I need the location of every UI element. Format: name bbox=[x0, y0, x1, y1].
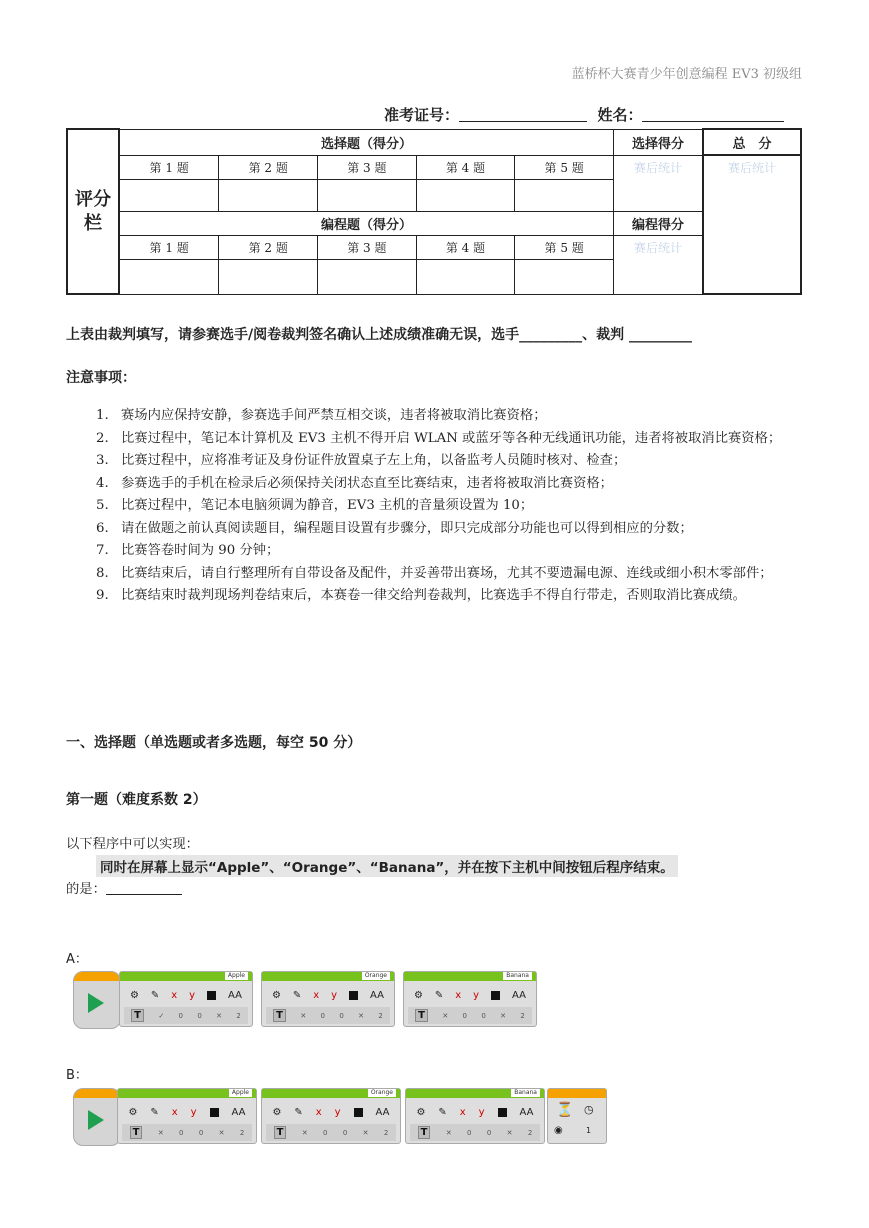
id-line bbox=[384, 104, 784, 125]
notes-title: 注意事项： bbox=[66, 370, 136, 386]
choice-score-placeholder: 赛后统计 bbox=[614, 155, 704, 211]
coding-header: 编程题（得分） bbox=[119, 211, 614, 235]
name-blank[interactable] bbox=[642, 107, 784, 122]
rule-item: 6. 请在做题之前认真阅读题目，编程题目设置有步骤分，即只完成部分功能也可以得到相应的分数； bbox=[96, 520, 693, 536]
choice-q5: 第 5 题 bbox=[515, 155, 614, 179]
coding-score-header: 编程得分 bbox=[614, 211, 704, 235]
coding-q2: 第 2 题 bbox=[219, 236, 318, 260]
answer-line: 的是： bbox=[66, 878, 182, 897]
choice-header: 选择题（得分） bbox=[119, 129, 614, 155]
answer-blank[interactable] bbox=[106, 882, 182, 895]
play-icon bbox=[88, 1110, 104, 1130]
coding-a3[interactable] bbox=[318, 260, 417, 294]
rule-item: 9. 比赛结束时裁判现场判卷结束后，本赛卷一律交给判卷裁判，比赛选手不得自行带走，否则取消比赛成绩。 bbox=[96, 588, 746, 603]
rules-list bbox=[66, 405, 806, 608]
name-label: 姓名： bbox=[597, 106, 643, 124]
rule-item: 5. 比赛过程中，笔记本电脑须调为静音，EV3 主机的音量须设置为 10； bbox=[96, 498, 534, 513]
choice-q3: 第 3 题 bbox=[318, 155, 417, 179]
hourglass-icon: ⏳ bbox=[556, 1102, 574, 1118]
display-block: Banana ⚙ ✎ x y AA T ✕ 0 0 ✕ 2 bbox=[405, 1088, 545, 1144]
display-block: Orange ⚙ ✎ x y AA T ✕ 0 0 ✕ 2 bbox=[261, 971, 395, 1027]
signature-line: 上表由裁判填写，请参赛选手/阅卷裁判签名确认上述成绩准确无误，选手_________、裁判 _________ bbox=[66, 327, 692, 343]
coding-q1: 第 1 题 bbox=[119, 236, 219, 260]
choice-q1: 第 1 题 bbox=[119, 155, 219, 179]
score-table bbox=[66, 128, 802, 295]
question-1-highlight: 同时在屏幕上显示“Apple”、“Orange”、“Banana”，并在按下主机中间按钮后程序结束。 bbox=[96, 855, 678, 877]
start-block bbox=[73, 1088, 121, 1146]
wait-block bbox=[547, 1088, 607, 1144]
section-1-title: 一、选择题（单选题或者多选题，每空 50 分） bbox=[66, 735, 362, 751]
choice-a4[interactable] bbox=[416, 179, 515, 211]
exam-number-label: 准考证号： bbox=[384, 106, 460, 124]
play-icon bbox=[88, 993, 104, 1013]
choice-q4: 第 4 题 bbox=[416, 155, 515, 179]
option-a-label: A： bbox=[66, 952, 88, 967]
clock-icon: ◷ bbox=[584, 1103, 594, 1116]
rule-item: 1. 赛场内应保持安静，参赛选手间严禁互相交谈，违者将被取消比赛资格； bbox=[96, 408, 547, 423]
choice-a3[interactable] bbox=[318, 179, 417, 211]
rule-item: 4. 参赛选手的手机在检录后必须保持关闭状态直至比赛结束，违者将被取消比赛资格； bbox=[96, 475, 613, 491]
question-1-intro: 以下程序中可以实现： bbox=[66, 837, 199, 852]
coding-a2[interactable] bbox=[219, 260, 318, 294]
display-block: Apple ⚙ ✎ x y AA T ✓ 0 0 ✕ 2 bbox=[119, 971, 253, 1027]
clock-mode-icon: ◉ bbox=[554, 1125, 563, 1136]
display-block: Banana ⚙ ✎ x y AA T ✕ 0 0 ✕ 2 bbox=[403, 971, 537, 1027]
total-placeholder: 赛后统计 bbox=[703, 155, 801, 294]
coding-a4[interactable] bbox=[416, 260, 515, 294]
choice-a2[interactable] bbox=[219, 179, 318, 211]
start-block bbox=[73, 971, 121, 1029]
coding-score-placeholder: 赛后统计 bbox=[614, 236, 704, 294]
coding-q4: 第 4 题 bbox=[416, 236, 515, 260]
timer-value: 1 bbox=[586, 1126, 592, 1135]
rule-item: 7. 比赛答卷时间为 90 分钟； bbox=[96, 543, 280, 558]
rule-item: 8. 比赛结束后，请自行整理所有自带设备及配件，并妥善带出赛场，尤其不要遗漏电源、连线或细小积木零部件； bbox=[96, 565, 773, 581]
choice-a5[interactable] bbox=[515, 179, 614, 211]
competition-header: 蓝桥杯大赛青少年创意编程 EV3 初级组 bbox=[571, 67, 802, 82]
coding-a1[interactable] bbox=[119, 260, 219, 294]
coding-q5: 第 5 题 bbox=[515, 236, 614, 260]
choice-q2: 第 2 题 bbox=[219, 155, 318, 179]
question-1-title: 第一题（难度系数 2） bbox=[66, 792, 207, 808]
display-block: Apple ⚙ ✎ x y AA T ✕ 0 0 ✕ 2 bbox=[117, 1088, 257, 1144]
option-b-label: B： bbox=[66, 1068, 88, 1083]
rule-item: 2. 比赛过程中，笔记本计算机及 EV3 主机不得开启 WLAN 或蓝牙等各种无线通讯功能，违者将被取消比赛资格； bbox=[96, 430, 782, 446]
display-block: Orange ⚙ ✎ x y AA T ✕ 0 0 ✕ 2 bbox=[261, 1088, 401, 1144]
rule-item: 3. 比赛过程中，应将准考证及身份证件放置桌子左上角，以备监考人员随时核对、检查； bbox=[96, 453, 627, 468]
total-header: 总 分 bbox=[703, 129, 801, 155]
coding-q3: 第 3 题 bbox=[318, 236, 417, 260]
score-side-label: 评分 栏 bbox=[67, 129, 119, 294]
coding-a5[interactable] bbox=[515, 260, 614, 294]
choice-a1[interactable] bbox=[119, 179, 219, 211]
exam-number-blank[interactable] bbox=[459, 107, 587, 122]
choice-score-header: 选择得分 bbox=[614, 129, 704, 155]
